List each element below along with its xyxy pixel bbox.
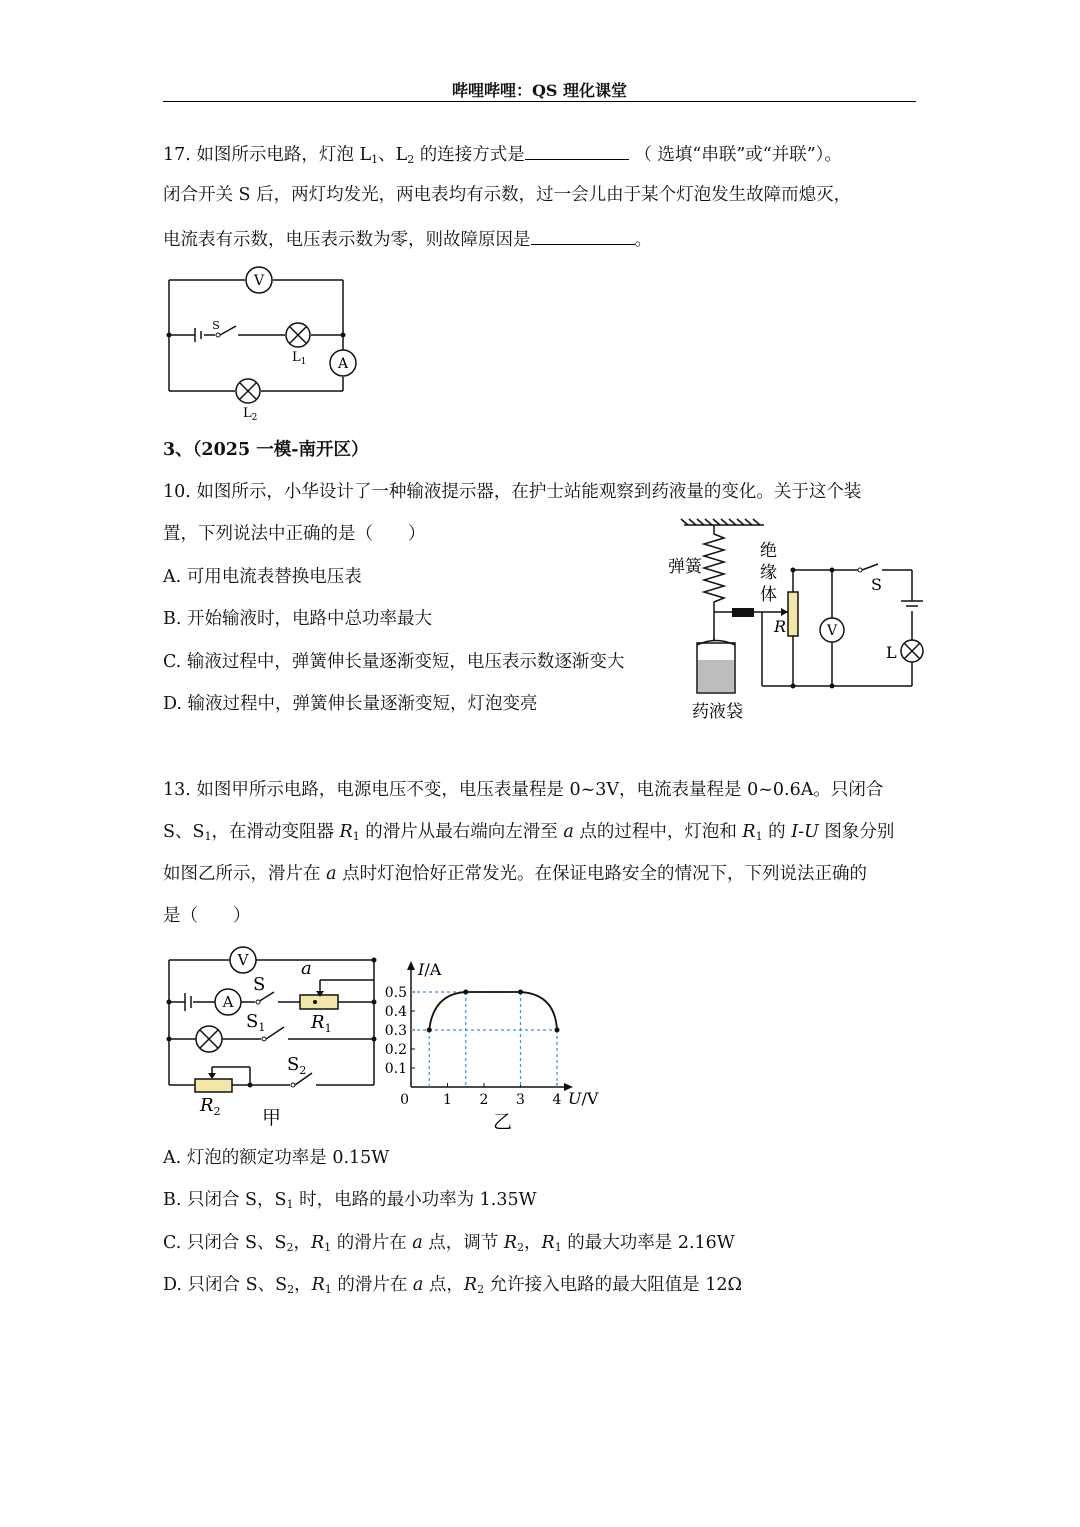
q17-line1: 17. 如图所示电路，灯泡 $L_1$、$L_2$ 的连接方式是 （ 选填“串联”或“并联”）。: [163, 141, 842, 172]
q10-option-d: D. 输液过程中，弹簧伸长量逐渐变短，灯泡变亮: [163, 694, 538, 714]
q13-option-d: D. 只闭合 S、$S_2$，$R_1$ 的滑片在 a 点，$R_2$ 允许接入电路的最大阻值是 12Ω: [163, 1275, 743, 1296]
x-tick-label: 0: [400, 1092, 409, 1108]
lamp-label: L: [886, 643, 897, 662]
data-point: [518, 990, 523, 995]
y-axis-arrow: [407, 961, 415, 970]
figure-jia-caption: 甲: [262, 1107, 282, 1129]
q13-line4: 是（ ）: [163, 906, 251, 926]
q10-line1: 10. 如图所示，小华设计了一种输液提示器，在护士站能观察到药液量的变化。关于这个装: [163, 482, 862, 502]
spring-label: 弹簧: [668, 557, 702, 577]
q13-iu-graph-yi: [380, 958, 605, 1133]
x-tick-label: 4: [552, 1092, 562, 1108]
insulator-label-1: 绝: [760, 541, 777, 561]
switch-label: S: [871, 575, 882, 594]
q10-option-a: A. 可用电流表替换电压表: [163, 567, 362, 587]
q13-option-c: C. 只闭合 S、$S_2$，$R_1$ 的滑片在 a 点，调节 $R_2$，$R_1$ 的最大功率是 2.16W: [163, 1233, 735, 1254]
header-rule: [163, 101, 916, 102]
q10-line2: 置，下列说法中正确的是（ ）: [163, 524, 426, 544]
y-tick-label: 0.5: [384, 985, 407, 1001]
x-tick-label: 3: [516, 1092, 525, 1108]
voltmeter-label: V: [237, 951, 249, 969]
data-point: [427, 1028, 432, 1033]
switch-s1-label: $S_1$: [246, 1011, 266, 1034]
q10-infusion-device-diagram: [664, 518, 936, 726]
y-tick-label: 0.2: [384, 1042, 407, 1058]
voltmeter-label: V: [826, 623, 838, 639]
answer-blank: [525, 141, 629, 160]
y-tick-label: 0.1: [384, 1061, 407, 1077]
q17-line3: 电流表有示数，电压表示数为零，则故障原因是 。: [163, 226, 652, 252]
x-axis-label: U/V: [568, 1089, 599, 1108]
bag-label: 药液袋: [692, 702, 743, 722]
q13-option-a: A. 灯泡的额定功率是 0.15W: [163, 1148, 390, 1168]
y-tick-label: 0.3: [384, 1023, 407, 1039]
data-point: [463, 990, 468, 995]
rheostat-label: R: [774, 617, 787, 636]
insulator-label-2: 缘: [760, 563, 777, 583]
slider-a-label: a: [301, 958, 312, 979]
voltmeter-label: V: [253, 273, 265, 289]
figure-yi-caption: 乙: [493, 1111, 513, 1133]
switch-s-label: S: [253, 974, 266, 995]
l1-label: $L_1$: [292, 350, 307, 367]
q13-line1: 13. 如图甲所示电路，电源电压不变，电压表量程是 0~3V，电流表量程是 0~0.6A。只闭合: [163, 780, 884, 800]
q13-line3: 如图乙所示，滑片在 a 点时灯泡恰好正常发光。在保证电路安全的情况下，下列说法正确的: [163, 864, 868, 884]
insulator-label-3: 体: [760, 585, 777, 605]
q10-option-c: C. 输液过程中，弹簧伸长量逐渐变短，电压表示数逐渐变大: [163, 652, 625, 672]
x-tick-label: 1: [443, 1092, 452, 1108]
r1-label: $R_1$: [311, 1012, 332, 1035]
q13-circuit-jia: [160, 942, 385, 1132]
page-header: 哔哩哔哩：QS 理化课堂: [451, 81, 628, 100]
q13-option-b: B. 只闭合 S，$S_1$ 时，电路的最小功率为 1.35W: [163, 1190, 537, 1211]
q13-line2: S、$S_1$，在滑动变阻器 $R_1$ 的滑片从最右端向左滑至 a 点的过程中，灯泡和 $R_1$ 的 I-U 图象分别: [163, 822, 895, 843]
iu-curve: [429, 992, 557, 1030]
ammeter-label: A: [222, 993, 234, 1011]
answer-blank: [531, 226, 635, 245]
data-point: [555, 1028, 560, 1033]
ammeter-label: A: [337, 356, 349, 372]
q17-circuit-diagram: [160, 262, 360, 424]
x-tick-label: 2: [479, 1092, 489, 1108]
l2-label: $L_2$: [243, 406, 258, 423]
y-tick-label: 0.4: [384, 1004, 407, 1020]
section-3-title: 3、（2025 一模-南开区）: [163, 440, 369, 460]
switch-s2-label: $S_2$: [287, 1054, 307, 1077]
q10-option-b: B. 开始输液时，电路中总功率最大: [163, 609, 432, 629]
y-axis-label: I/A: [418, 960, 442, 979]
q17-line2: 闭合开关 S 后，两灯均发光，两电表均有示数，过一会儿由于某个灯泡发生故障而熄灭，: [163, 185, 852, 205]
r2-label: $R_2$: [200, 1095, 221, 1118]
switch-label: S: [212, 319, 220, 332]
